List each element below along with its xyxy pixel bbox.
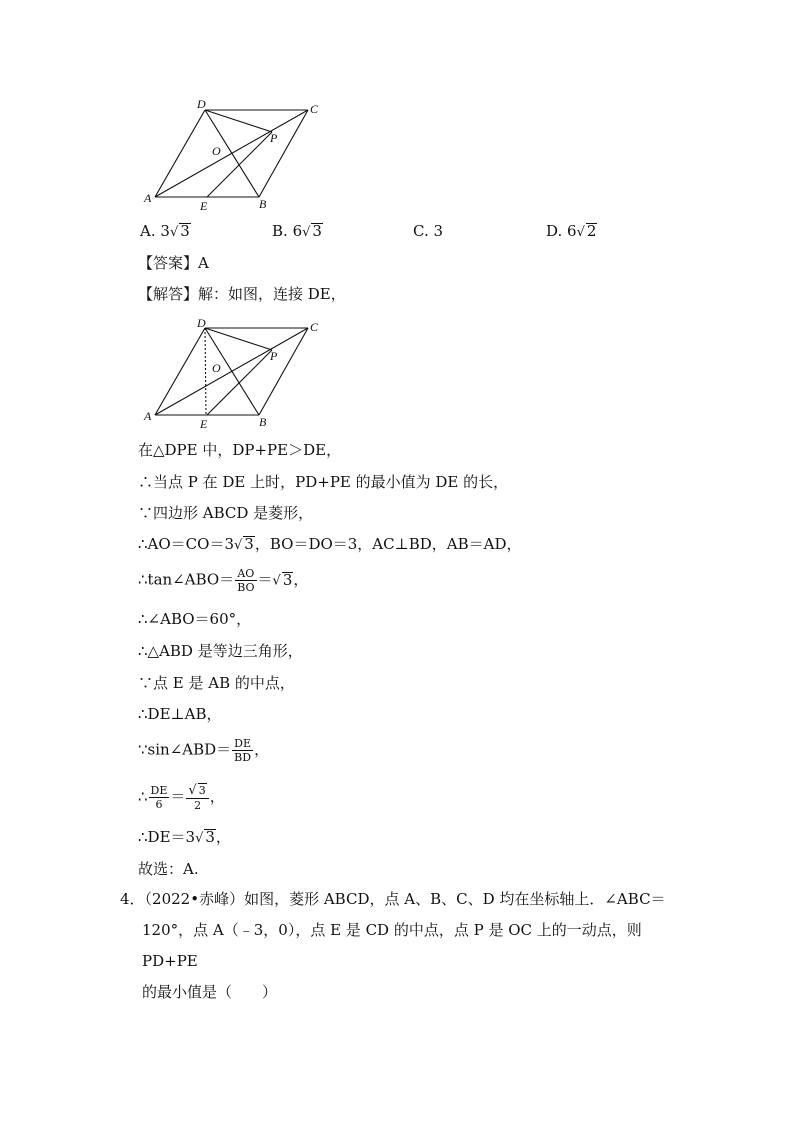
edge-bc [259, 328, 308, 415]
segment-dp [205, 110, 272, 132]
question-4-line-1: 4．（2022•赤峰）如图，菱形 ABCD，点 A、B、C、D 均在坐标轴上．∠ABC＝ [120, 890, 666, 908]
segment-pe [207, 132, 272, 197]
choice-d: D. 6√ 2 [546, 222, 597, 240]
step-10: ∵sin∠ABD＝ $\frac{DE}{BD}$ ， [138, 737, 270, 764]
step-2: ∴当点 P 在 DE 上时，PD+PE 的最小值为 DE 的长， [138, 473, 509, 491]
fraction-ao-bo: $\frac{AO}{BO}$ [237, 567, 255, 594]
label-o: O [212, 144, 221, 158]
edge-bc [259, 110, 308, 197]
label-e: E [200, 199, 208, 213]
choice-c: C. 3 [413, 222, 444, 240]
fraction-de-bd: $\frac{DE}{BD}$ [234, 737, 252, 764]
step-3: ∵四边形 ABCD 是菱形， [138, 504, 314, 522]
fraction-de-6: $\frac{DE}{6}$ [150, 784, 168, 811]
solution-intro: 【解答】解：如图，连接 DE， [138, 285, 346, 303]
step-7: ∴△ABD 是等边三角形， [138, 642, 303, 660]
step-6: ∴∠ABO＝60°， [138, 610, 252, 628]
label-p: P [270, 349, 278, 363]
answer-value: A [198, 254, 209, 272]
figure-rhombus-2 [140, 314, 340, 434]
edge-da [155, 110, 205, 197]
choice-b: B. 6√ 3 [272, 222, 322, 240]
solution-prefix: 【解答】 [138, 285, 199, 303]
segment-dp [205, 328, 272, 350]
step-8: ∵点 E 是 AB 的中点， [138, 674, 295, 692]
label-a: A [144, 409, 152, 423]
step-13: 故选：A. [138, 860, 199, 878]
label-b: B [259, 197, 267, 211]
step-4: ∴AO＝CO＝3√ 3，BO＝DO＝3，AC⊥BD，AB＝AD， [138, 535, 522, 553]
step-12: ∴DE＝3√ 3， [138, 828, 231, 846]
step-1: 在△DPE 中，DP+PE＞DE， [138, 441, 342, 459]
label-c: C [310, 320, 319, 334]
answer-prefix: 【答案】 [138, 254, 199, 272]
segment-de-dashed [205, 328, 206, 415]
step-5: ∴tan∠ABO＝ $\frac{AO}{BO}$ ＝√ 3， [138, 567, 309, 594]
label-e: E [200, 417, 208, 431]
label-o: O [212, 361, 221, 375]
label-c: C [310, 102, 319, 116]
question-4-line-2: 120°，点 A（﹣3，0），点 E 是 CD 的中点，点 P 是 OC 上的一动点，则 PD+PE [142, 921, 642, 970]
question-4 [120, 884, 690, 1008]
step-11: ∴ $\frac{DE}{6}$ ＝ $\frac{√ 3}{2}$ ， [138, 783, 225, 812]
figure-rhombus-1 [140, 96, 340, 216]
step-9: ∴DE⊥AB， [138, 705, 222, 723]
label-b: B [259, 415, 267, 429]
fraction-sqrt3-2: $\frac{√ 3}{2}$ [186, 783, 208, 812]
question-4-line-3: 的最小值是（ ） [142, 983, 278, 1001]
answer-line [138, 253, 209, 273]
segment-pe [207, 350, 272, 415]
choice-a: A. 3√ 3 [140, 222, 190, 240]
label-a: A [144, 191, 152, 205]
edge-da [155, 328, 205, 415]
label-d: D [197, 316, 206, 330]
label-p: P [270, 131, 278, 145]
label-d: D [197, 97, 206, 111]
